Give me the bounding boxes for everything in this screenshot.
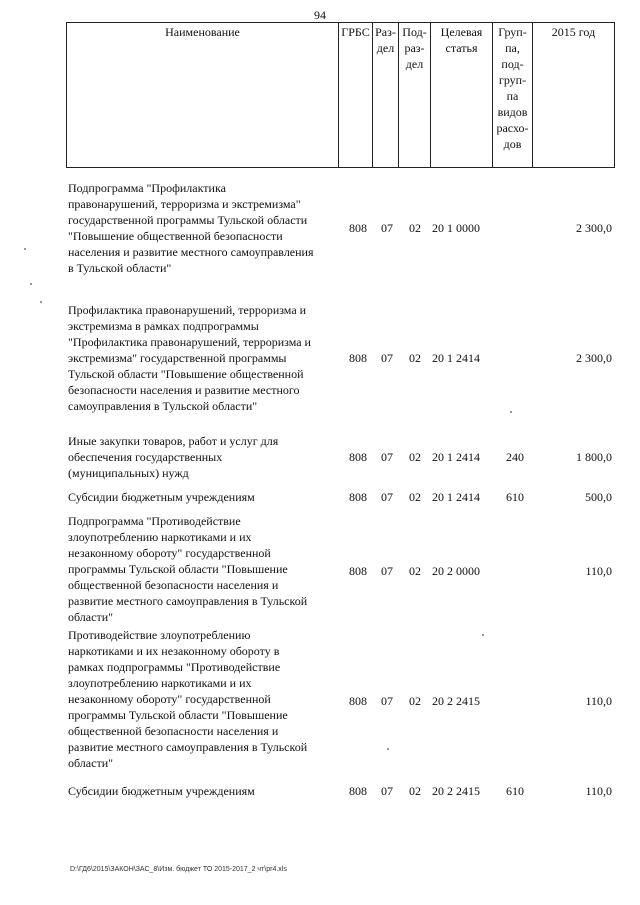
- row-target-article: 20 1 2414: [432, 351, 480, 365]
- row-name: Подпрограмма "Профилактика правонарушений, терроризма и экстремизма" государственной программы Тульской области "Повышение общественной безопасности населения и развитие местного самоуправления в Тульской области": [68, 181, 314, 275]
- row-target-article: 20 2 2415: [432, 784, 480, 798]
- row-podrazdel: 02: [409, 490, 421, 504]
- scan-speck: [482, 634, 484, 636]
- row-razdel: 07: [381, 490, 393, 504]
- row-podrazdel: 02: [409, 784, 421, 798]
- row-razdel: 07: [381, 450, 393, 464]
- row-grbs: 808: [349, 450, 367, 464]
- row-sum: 2 300,0: [576, 351, 612, 365]
- header-razdel: Раз- дел: [373, 23, 399, 168]
- row-sum: 110,0: [585, 694, 612, 708]
- row-name: Иные закупки товаров, работ и услуг для обеспечения государственных (муниципальных) нужд: [68, 434, 279, 480]
- row-target-article: 20 1 0000: [432, 221, 480, 235]
- row-target-article: 20 1 2414: [432, 490, 480, 504]
- scan-speck: [510, 411, 512, 413]
- scan-speck: [40, 301, 42, 303]
- row-name: Подпрограмма "Противодействие злоупотреблению наркотиками и их незаконному обороту" государственной программы Тульской области "Повышение общественной безопасности населения и развитие местного самоуправления в Тульской области": [68, 514, 308, 624]
- row-sum: 1 800,0: [576, 450, 612, 464]
- header-target-article: Целевая статья: [431, 23, 493, 168]
- file-path-footer: D:\ГД6\2015\ЗАКОН\ЗАС_8\Изм. бюджет ТО 2015-2017_2 чт\pr4.xls: [70, 866, 287, 873]
- row-expense-group: 610: [506, 490, 524, 504]
- row-target-article: 20 2 2415: [432, 694, 480, 708]
- row-name: Профилактика правонарушений, терроризма и экстремизма в рамках подпрограммы "Профилактика правонарушений, терроризма и экстремизма" государственной программы Тульской области "Повышение общественной безопасности населения и развитие местного самоуправления в Тульской области": [68, 303, 311, 413]
- row-sum: 110,0: [585, 564, 612, 578]
- row-sum: 500,0: [585, 490, 612, 504]
- row-grbs: 808: [349, 221, 367, 235]
- row-name: Субсидии бюджетным учреждениям: [68, 490, 255, 504]
- scan-speck: [387, 748, 389, 750]
- row-sum: 110,0: [585, 784, 612, 798]
- row-grbs: 808: [349, 784, 367, 798]
- row-name: Субсидии бюджетным учреждениям: [68, 784, 255, 798]
- row-expense-group: 240: [506, 450, 524, 464]
- row-podrazdel: 02: [409, 694, 421, 708]
- row-podrazdel: 02: [409, 564, 421, 578]
- row-target-article: 20 2 0000: [432, 564, 480, 578]
- row-expense-group: 610: [506, 784, 524, 798]
- row-sum: 2 300,0: [576, 221, 612, 235]
- row-razdel: 07: [381, 564, 393, 578]
- header-year: 2015 год: [533, 23, 615, 168]
- row-name: Противодействие злоупотреблению наркотиками и их незаконному обороту в рамках подпрограммы "Противодействие злоупотреблению наркотиками и их незаконному обороту" государственной программы Тульской области "Повышение общественной безопасности населения и развитие местного самоуправления в Тульской области": [68, 628, 308, 770]
- header-expense-group: Груп- па, под- груп- па видов расхо- дов: [493, 23, 533, 168]
- row-grbs: 808: [349, 490, 367, 504]
- row-podrazdel: 02: [409, 351, 421, 365]
- row-grbs: 808: [349, 351, 367, 365]
- header-grbs: ГРБС: [339, 23, 373, 168]
- header-name: Наименование: [67, 23, 339, 168]
- row-grbs: 808: [349, 694, 367, 708]
- row-razdel: 07: [381, 351, 393, 365]
- scan-speck: [30, 283, 32, 285]
- row-razdel: 07: [381, 694, 393, 708]
- row-podrazdel: 02: [409, 450, 421, 464]
- scan-speck: [24, 248, 26, 250]
- header-podrazdel: Под- раз- дел: [399, 23, 431, 168]
- row-grbs: 808: [349, 564, 367, 578]
- row-razdel: 07: [381, 221, 393, 235]
- row-target-article: 20 1 2414: [432, 450, 480, 464]
- row-razdel: 07: [381, 784, 393, 798]
- table-header: [66, 22, 615, 168]
- page-number: 94: [314, 8, 326, 22]
- row-podrazdel: 02: [409, 221, 421, 235]
